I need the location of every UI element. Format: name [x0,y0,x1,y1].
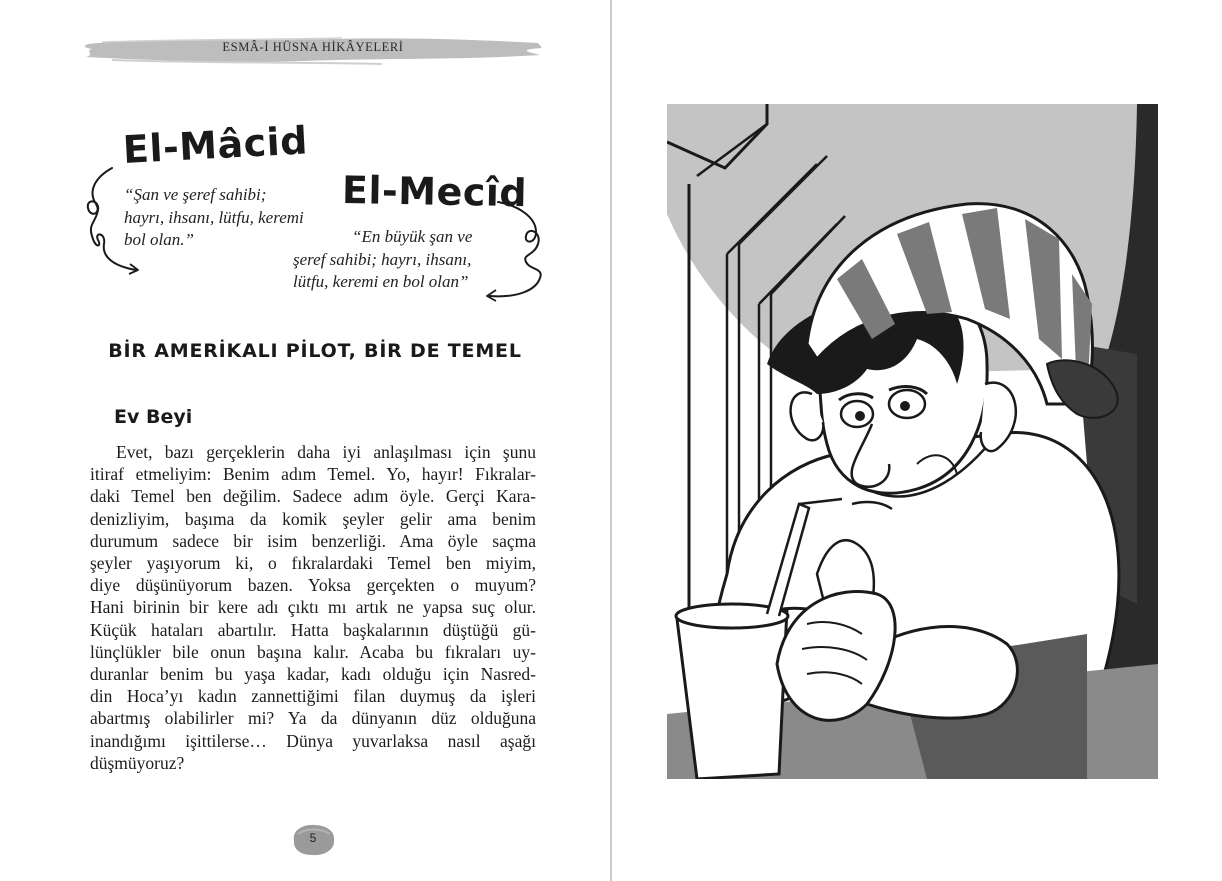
name-meaning-line: şeref sahibi; hayrı, ihsanı, [293,249,472,269]
body-line: durumum sadece bir isim benzerliği. Ama öyle saçma [90,530,536,551]
body-line: abartmış olabilirler mi? Ya da dünyanın düz olduğuna [90,708,536,729]
name-meaning-line: “En büyük şan ve [352,227,473,246]
body-line: Evet, bazı gerçeklerin daha iyi anlaşılması için şunu [116,442,536,462]
body-line: din Hoca’yı kadın zannettiğimi filan duymuş da işleri [90,686,536,707]
body-line: düşmüyoruz? [90,752,185,773]
name-meaning-line: lütfu, keremi en bol olan” [293,272,469,291]
body-line: Hani birinin bir kere adı çıktı mı artık ne yapsa suç olur. [90,597,536,618]
body-line: inandığımı işittilerse… Dünya yuvarlaksa nasıl aşağı [90,730,536,751]
body-line: itiraf etmeliyim: Benim adım Temel. Yo, hayır! Fıkralar- [90,464,536,485]
body-line: Küçük hataları abartılır. Hatta başkalarının düştüğü gü- [90,619,536,640]
name-meaning-el-macid: “Şan ve şeref sahibi; hayrı, ihsanı, lütfu, keremi bol olan.” [124,185,304,249]
body-line: şeyler yaşıyorum ki, o fıkralardaki Temel ben miyim, [90,553,536,574]
body-line: duranlar benim bu yaşa kadar, kadı olduğu için Nasred- [90,664,536,685]
body-line: lünçlükler bile onun başına kalır. Acaba bu fıkraları uy- [90,641,536,662]
name-title-el-mecid: El-Mecîd [341,168,528,216]
page-number: 5 [309,831,317,845]
body-line: daki Temel ben değilim. Sadece adım öyle. Gerçi Kara- [90,486,536,507]
section-title: Ev Beyi [114,406,193,428]
body-paragraph [90,441,536,774]
temel-illustration [667,104,1158,779]
body-line: diye düşünüyorum bazen. Yoksa gerçekten o muyum? [90,575,536,596]
name-meaning-el-mecid [293,226,493,294]
book-title-header: ESMÂ-İ HÜSNA HİKÂYELERİ [222,40,404,54]
body-line: denizliyim, başıma da komik şeyler gelir ama benim [90,508,536,529]
name-title-el-macid: El-Mâcid [121,118,309,172]
chapter-title: BİR AMERİKALI PİLOT, BİR DE TEMEL [108,340,522,362]
